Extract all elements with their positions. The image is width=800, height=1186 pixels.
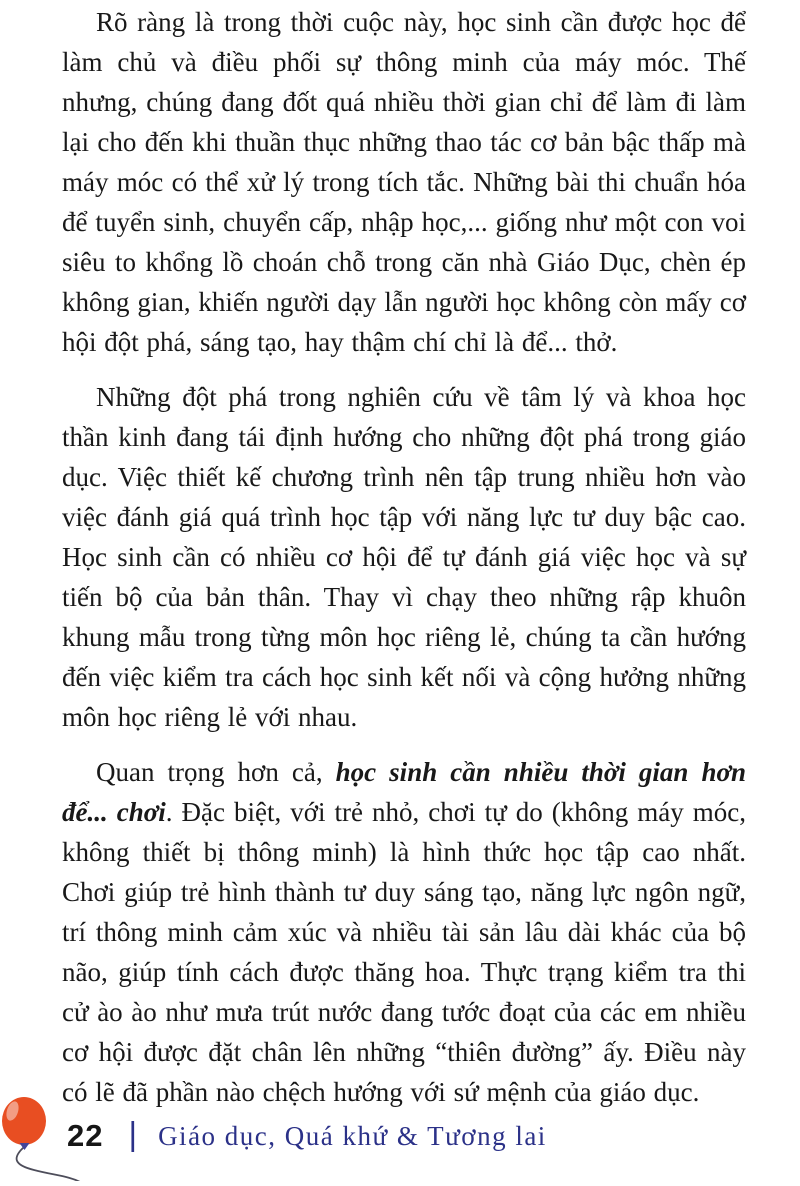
paragraph-3-emphasis: học sinh cần nhiều thời gian hơn để... chơi xyxy=(62,757,746,827)
paragraph-3 xyxy=(62,752,746,1112)
page-footer xyxy=(0,1081,800,1181)
footer-row xyxy=(67,1115,547,1157)
page-number: 22 xyxy=(67,1118,104,1153)
footer-divider: | xyxy=(128,1115,138,1152)
paragraph-3-lead: Quan trọng hơn cả, xyxy=(96,757,336,787)
paragraph-1: Rõ ràng là trong thời cuộc này, học sinh cần được học để làm chủ và điều phối sự thông minh của máy móc. Thế nhưng, chúng đang đốt quá nhiều thời gian chỉ để làm đi làm lại cho đến khi thuần thục những thao tác cơ bản bậc thấp mà máy móc có thể xử lý trong tích tắc. Những bài thi chuẩn hóa để tuyển sinh, chuyển cấp, nhập học,... giống như một con voi siêu to khổng lồ choán chỗ trong căn nhà Giáo Dục, chèn ép không gian, khiến người dạy lẫn người học không còn mấy cơ hội đột phá, sáng tạo, hay thậm chí chỉ là để... thở. xyxy=(62,7,746,357)
paragraph-2: Những đột phá trong nghiên cứu về tâm lý và khoa học thần kinh đang tái định hướng cho những đột phá trong giáo dục. Việc thiết kế chương trình nên tập trung nhiều hơn vào việc đánh giá quá trình học tập với năng lực tư duy bậc cao. Học sinh cần có nhiều cơ hội để tự đánh giá việc học và sự tiến bộ của bản thân. Thay vì chạy theo những rập khuôn khung mẫu trong từng môn học riêng lẻ, chúng ta cần hướng đến việc kiểm tra cách học sinh kết nối và cộng hưởng những môn học riêng lẻ với nhau. xyxy=(62,382,746,732)
paragraph-3-rest: . Đặc biệt, với trẻ nhỏ, chơi tự do (không máy móc, không thiết bị thông minh) là hình thức học tập cao nhất. Chơi giúp trẻ hình thành tư duy sáng tạo, năng lực ngôn ngữ, trí thông minh cảm xúc và nhiều tài sản lâu dài khác của bộ não, giúp tính cách được thăng hoa. Thực trạng kiểm tra thi cử ào ào như mưa trút nước đang tước đoạt của các em nhiều cơ hội được đặt chân lên những “thiên đường” ấy. Điều này có lẽ đã phần nào chệch hướng với sứ mệnh của giáo dục. xyxy=(62,797,746,1107)
book-title: Giáo dục, Quá khứ & Tương lai xyxy=(158,1120,547,1151)
page-text-block xyxy=(62,2,746,1127)
